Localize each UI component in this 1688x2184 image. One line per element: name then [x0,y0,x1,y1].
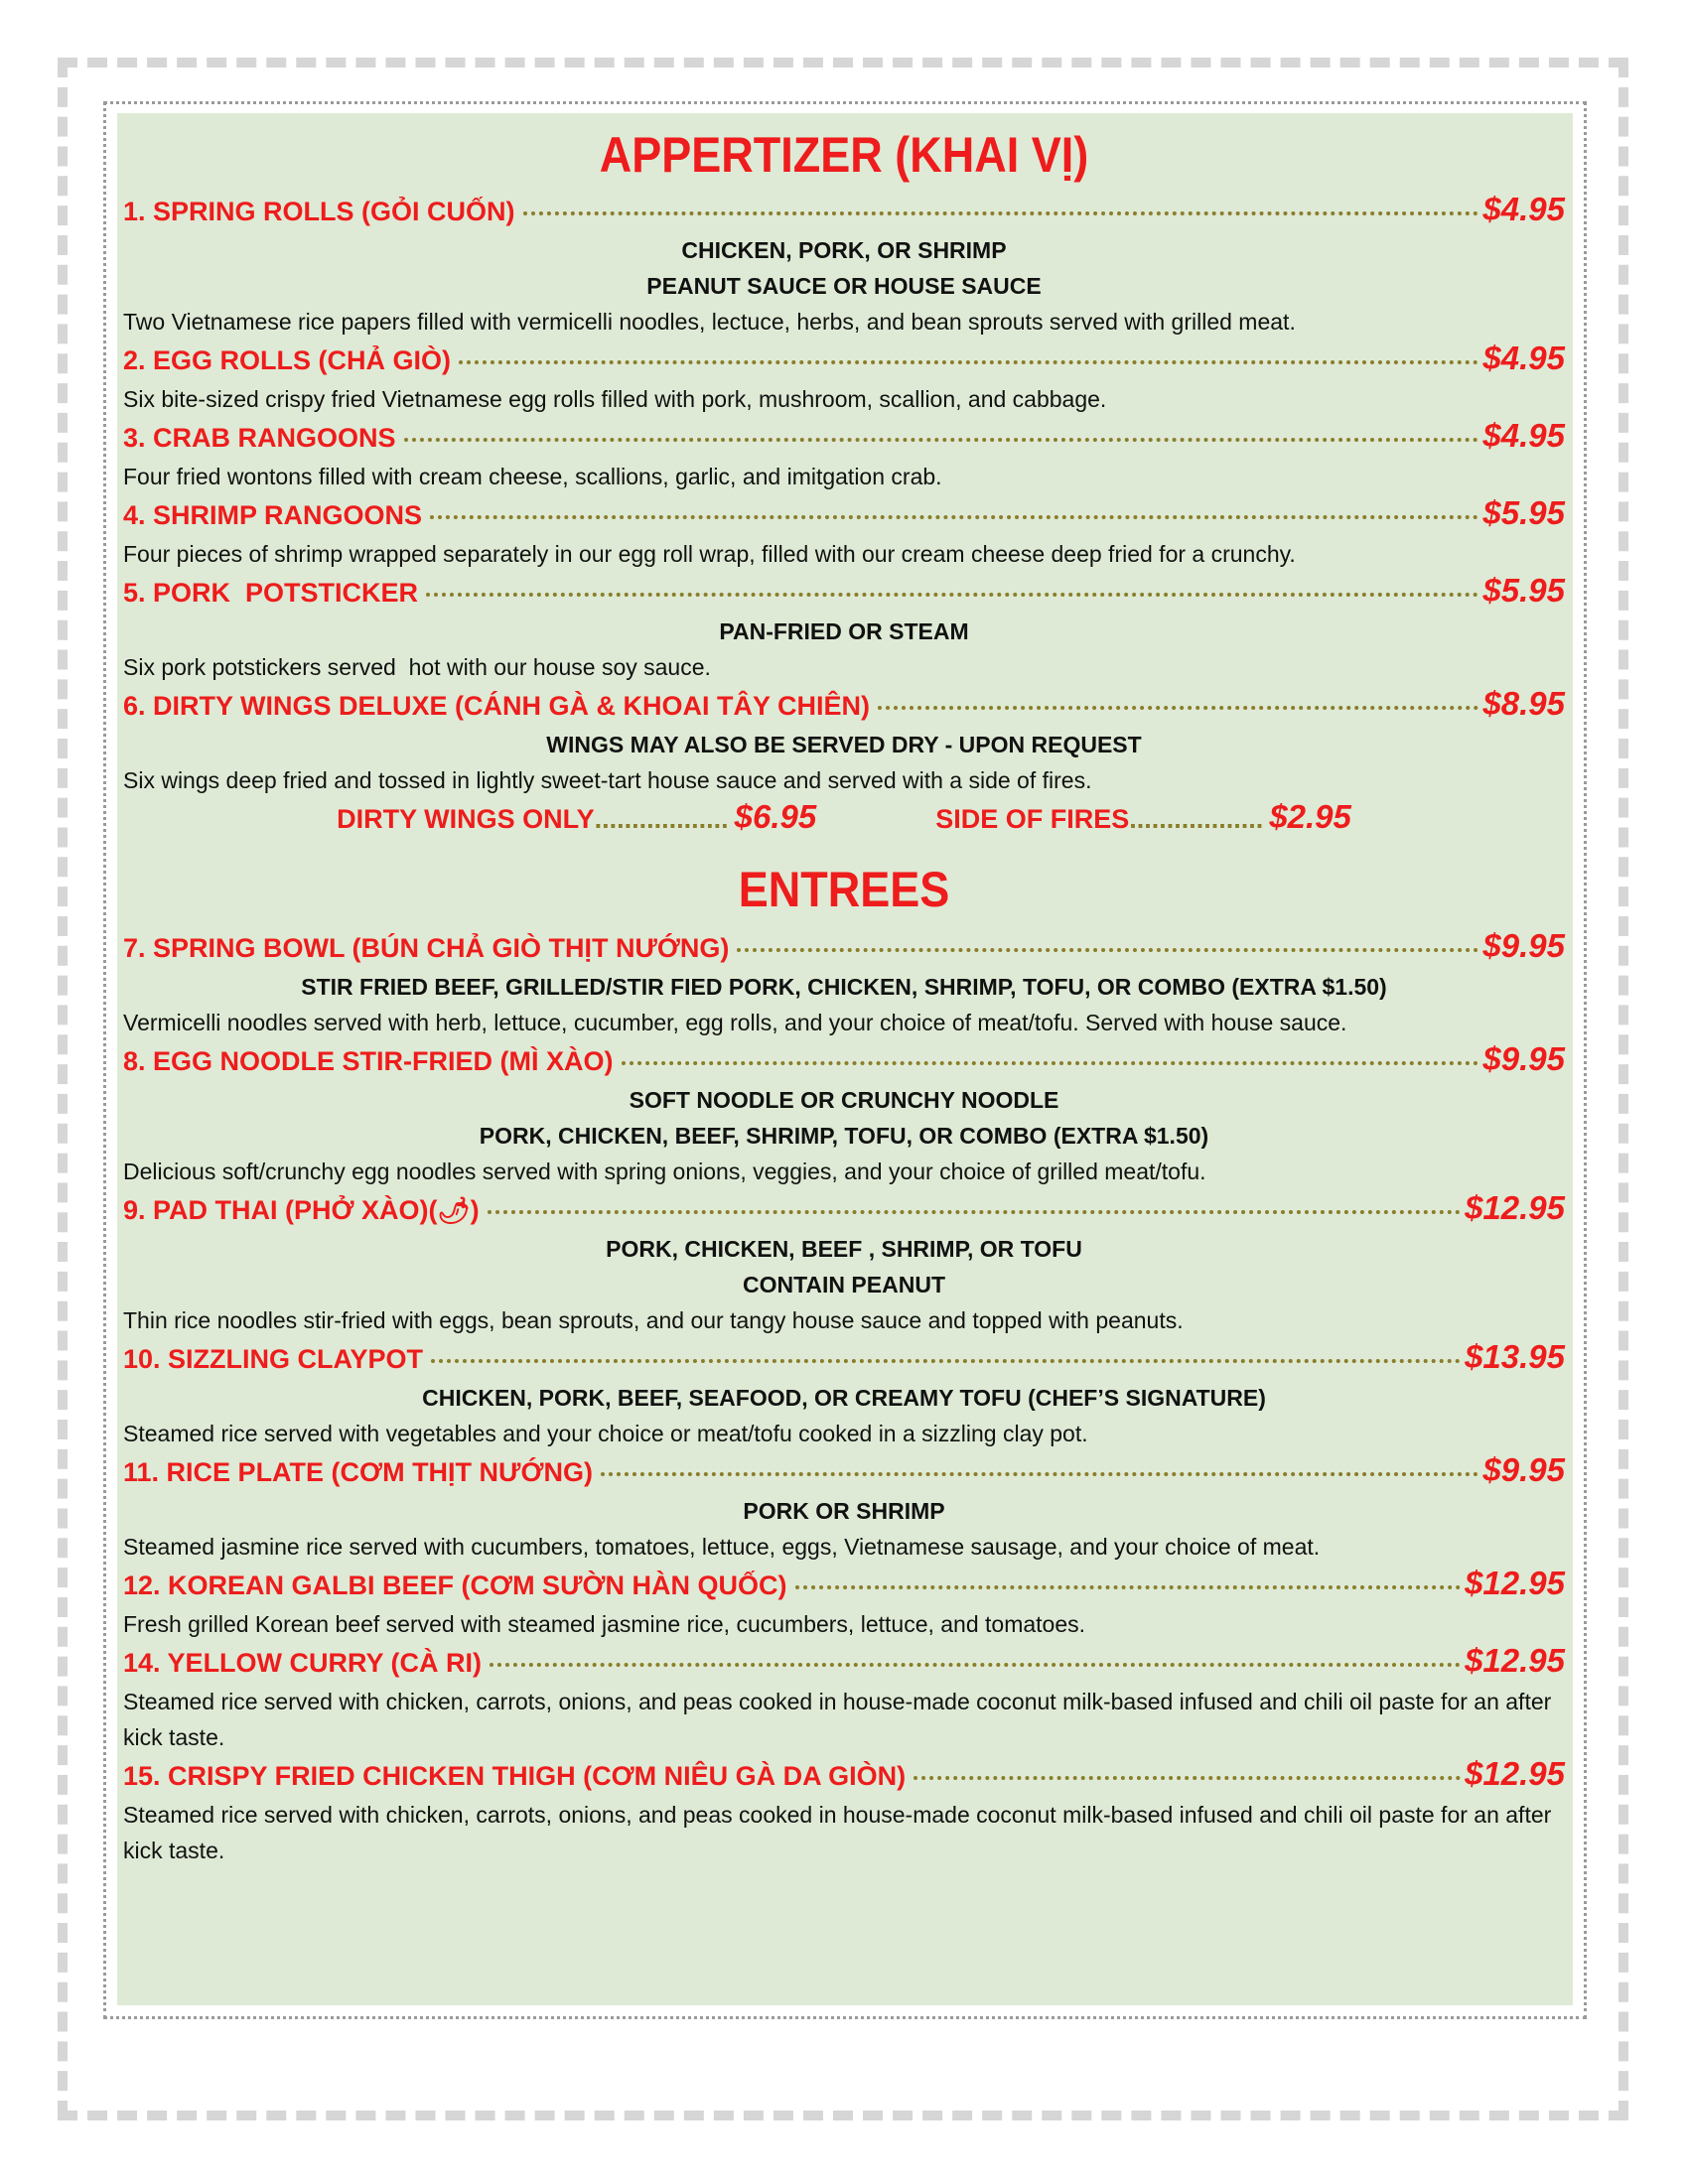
leader-dots [795,1585,1462,1589]
leader-dots [459,360,1478,364]
side-dots: .................. [594,804,729,834]
item-description: Steamed rice served with vegetables and your choice or meat/tofu cooked in a sizzling clay pot. [123,1421,1088,1446]
item-name: 11. RICE PLATE (CƠM THỊT NƯỚNG) [123,1457,593,1487]
item-price: $9.95 [1482,927,1565,964]
item-price: $5.95 [1482,572,1565,609]
item-option: PORK OR SHRIMP [743,1498,945,1524]
menu-item [123,685,1565,798]
item-description: Two Vietnamese rice papers filled with vermicelli noodles, lectuce, herbs, and bean sprouts served with grilled meat. [123,309,1296,335]
item-price: $4.95 [1482,191,1565,227]
item-description: Delicious soft/crunchy egg noodles served with spring onions, veggies, and your choice of grilled meat/tofu. [123,1159,1206,1184]
menu-item [123,927,1565,1040]
entrees-title: ENTREES [738,862,950,917]
side-name: DIRTY WINGS ONLY [337,804,595,834]
menu-item [123,494,1565,572]
item-name: 10. SIZZLING CLAYPOT [123,1344,424,1374]
leader-dots [878,706,1478,710]
item-option: PORK, CHICKEN, BEEF, SHRIMP, TOFU, OR COMBO (EXTRA $1.50) [479,1123,1209,1149]
item-option: WINGS MAY ALSO BE SERVED DRY - UPON REQUEST [546,732,1142,757]
item-description: Steamed rice served with chicken, carrots, onions, and peas cooked in house-made coconut milk-based infused and chili oil paste for an after kick taste. [123,1802,1552,1863]
side-price: $6.95 [734,798,817,835]
menu-item [123,1565,1565,1642]
item-price: $5.95 [1482,494,1565,531]
item-name: 12. KOREAN GALBI BEEF (CƠM SƯỜN HÀN QUỐC) [123,1570,787,1600]
item-description: Fresh grilled Korean beef served with steamed jasmine rice, cucumbers, lettuce, and tomatoes. [123,1611,1086,1637]
menu-item [123,1338,1565,1451]
leader-dots [523,211,1479,215]
item-name: 3. CRAB RANGOONS [123,423,396,453]
menu-item [123,572,1565,685]
item-option: CHICKEN, PORK, BEEF, SEAFOOD, OR CREAMY TOFU (CHEF’S SIGNATURE) [422,1385,1266,1411]
item-name: 2. EGG ROLLS (CHẢ GIÒ) [123,345,452,375]
item-name: 7. SPRING BOWL (BÚN CHẢ GIÒ THỊT NƯỚNG) [123,933,730,963]
item-description: Steamed jasmine rice served with cucumbers, tomatoes, lettuce, eggs, Vietnamese sausage, and your choice of meat. [123,1534,1321,1560]
item-price: $4.95 [1482,340,1565,376]
item-option: PAN-FRIED OR STEAM [719,618,969,644]
item-price: $12.95 [1465,1189,1565,1226]
item-price: $9.95 [1482,1451,1565,1488]
menu-item [123,1040,1565,1189]
item-price: $4.95 [1482,417,1565,454]
item-description: Four pieces of shrimp wrapped separately in our egg roll wrap, filled with our cream cheese deep fried for a crunchy. [123,541,1296,567]
leader-dots [426,593,1478,597]
leader-dots [914,1776,1461,1780]
menu-item [123,1451,1565,1565]
leader-dots [490,1663,1461,1667]
item-name-text: 9. PAD THAI (PHỞ XÀO)( [123,1195,438,1225]
menu-item [123,1755,1565,1868]
wings-sides-row [123,798,1565,846]
item-option: CHICKEN, PORK, OR SHRIMP [681,237,1007,263]
item-description: Six wings deep fried and tossed in lightly sweet-tart house sauce and served with a side of fires. [123,767,1092,793]
item-price: $12.95 [1465,1755,1565,1792]
item-description: Six bite-sized crispy fried Vietnamese egg rolls filled with pork, mushroom, scallion, and cabbage. [123,386,1107,412]
item-name: 15. CRISPY FRIED CHICKEN THIGH (CƠM NIÊU GÀ DA GIÒN) [123,1761,907,1791]
item-price: $12.95 [1465,1642,1565,1679]
item-name: 8. EGG NOODLE STIR-FRIED (MÌ XÀO) [123,1046,614,1076]
menu-item [123,417,1565,494]
side-item [935,798,1351,836]
item-name [123,1195,480,1226]
item-description: Steamed rice served with chicken, carrots, onions, and peas cooked in house-made coconut milk-based infused and chili oil paste for an after kick taste. [123,1689,1552,1750]
item-description: Four fried wontons filled with cream cheese, scallions, garlic, and imitgation crab. [123,464,942,489]
item-name: 5. PORK POTSTICKER [123,578,419,608]
side-name: SIDE OF FIRES [935,804,1130,834]
side-item [337,798,816,836]
item-option: PORK, CHICKEN, BEEF , SHRIMP, OR TOFU [606,1236,1082,1262]
item-option: CONTAIN PEANUT [742,1272,945,1297]
menu-item [123,1642,1565,1755]
leader-dots [404,438,1479,442]
leader-dots [488,1210,1462,1214]
leader-dots [430,515,1478,519]
item-description: Thin rice noodles stir-fried with eggs, bean sprouts, and our tangy house sauce and topped with peanuts. [123,1307,1184,1333]
menu-item [123,191,1565,340]
item-name: 14. YELLOW CURRY (CÀ RI) [123,1648,483,1678]
item-name: 4. SHRIMP RANGOONS [123,500,423,530]
item-name-suffix: ) [470,1195,480,1225]
item-option: STIR FRIED BEEF, GRILLED/STIR FIED PORK, CHICKEN, SHRIMP, TOFU, OR COMBO (EXTRA $1.50) [301,974,1387,1000]
item-description: Vermicelli noodles served with herb, lettuce, cucumber, egg rolls, and your choice of meat/tofu. Served with house sauce. [123,1010,1347,1035]
item-option: PEANUT SAUCE OR HOUSE SAUCE [646,273,1042,299]
item-price: $12.95 [1465,1565,1565,1601]
item-price: $13.95 [1465,1338,1565,1375]
menu-item [123,340,1565,417]
item-name: 6. DIRTY WINGS DELUXE (CÁNH GÀ & KHOAI TÂY CHIÊN) [123,691,871,721]
leader-dots [431,1359,1461,1363]
menu-item [123,1189,1565,1338]
item-price: $9.95 [1482,1040,1565,1077]
chili-pepper-icon: 🌶 [437,1195,471,1225]
item-name: 1. SPRING ROLLS (GỎI CUỐN) [123,197,515,226]
leader-dots [737,948,1478,952]
item-price: $8.95 [1482,685,1565,722]
item-description: Six pork potstickers served hot with our house soy sauce. [123,654,711,680]
item-option: SOFT NOODLE OR CRUNCHY NOODLE [629,1087,1059,1113]
leader-dots [622,1061,1479,1065]
side-dots: .................. [1129,804,1264,834]
menu-panel [117,113,1573,2005]
appetizer-title: APPERTIZER (KHAI VỊ) [599,127,1089,183]
side-price: $2.95 [1269,798,1351,835]
leader-dots [601,1472,1478,1476]
